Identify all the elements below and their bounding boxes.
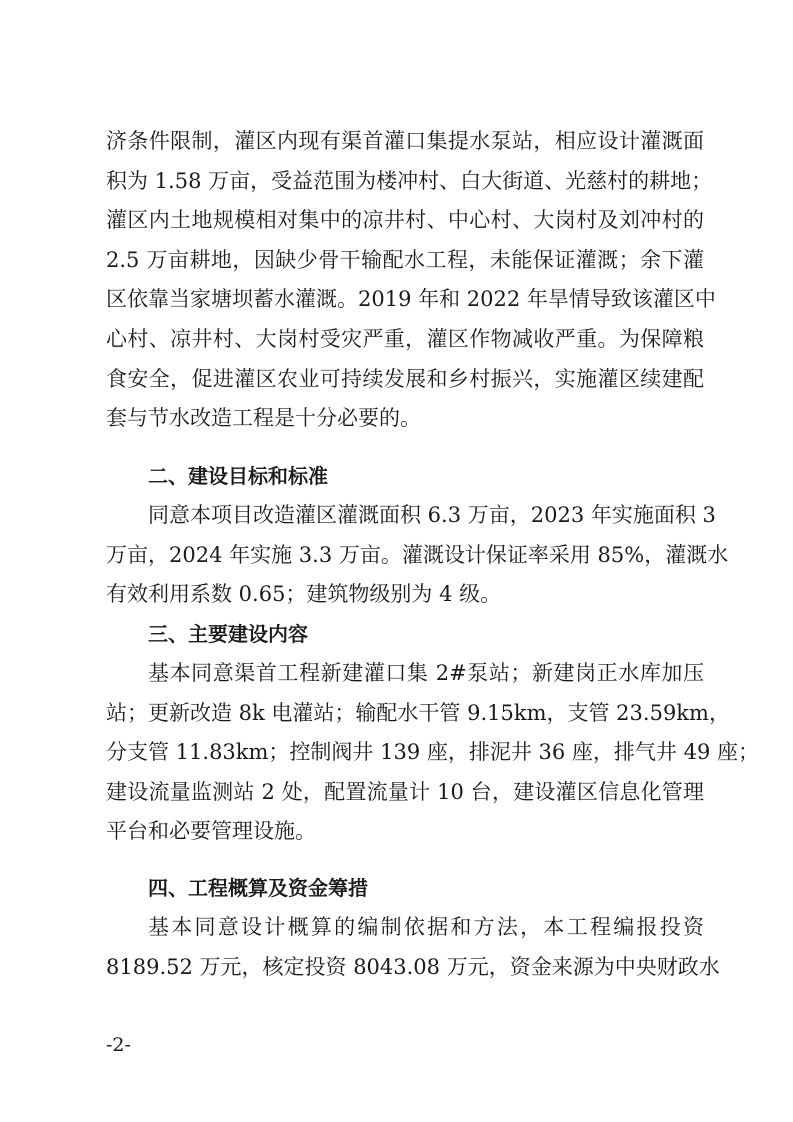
text-line: 万亩，2024 年实施 3.3 万亩。灌溉设计保证率采用 85%，灌溉水: [106, 542, 729, 567]
paragraph-goals: [106, 496, 729, 615]
paragraph-budget: [106, 908, 720, 987]
text-line: 站；更新改造 8k 电灌站；输配水干管 9.15km，支管 23.59km，: [106, 700, 730, 725]
paragraph-content: [106, 654, 760, 852]
page-number: -2-: [106, 1034, 131, 1056]
text-line: 积为 1.58 万亩，受益范围为楼冲村、白大街道、光慈村的耕地；: [106, 168, 713, 193]
text-line: 基本同意设计概算的编制依据和方法，本工程编报投资: [148, 915, 704, 939]
text-line: 建设流量监测站 2 处，配置流量计 10 台，建设灌区信息化管理: [106, 779, 704, 804]
section-heading-goals: 二、建设目标和标准: [148, 464, 328, 488]
text-line: 灌区内土地规模相对集中的凉井村、中心村、大岗村及刘冲村的: [106, 208, 704, 233]
text-line: 区依靠当家塘坝蓄水灌溉。2019 年和 2022 年旱情导致该灌区中: [106, 287, 716, 312]
paragraph-background: [106, 122, 716, 439]
text-line: 基本同意渠首工程新建灌口集 2#泵站；新建岗正水库加压: [148, 661, 704, 685]
text-line: 套与节水改造工程是十分必要的。: [106, 406, 421, 431]
text-line: 平台和必要管理设施。: [106, 819, 316, 844]
text-line: 有效利用系数 0.65；建筑物级别为 4 级。: [106, 582, 502, 607]
section-heading-content: 三、主要建设内容: [148, 622, 308, 646]
text-line: 分支管 11.83km；控制阀井 139 座，排泥井 36 座，排气井 49 座；: [106, 740, 760, 765]
text-line: 8189.52 万元，核定投资 8043.08 万元，资金来源为中央财政水: [106, 954, 720, 979]
text-line: 心村、凉井村、大岗村受灾严重，灌区作物减收严重。为保障粮: [106, 326, 704, 351]
text-line: 食安全，促进灌区农业可持续发展和乡村振兴，实施灌区续建配: [106, 366, 704, 391]
text-line: 2.5 万亩耕地，因缺少骨干输配水工程，未能保证灌溉；余下灌: [106, 247, 704, 272]
text-line: 同意本项目改造灌区灌溉面积 6.3 万亩，2023 年实施面积 3: [148, 503, 716, 527]
text-line: 济条件限制，灌区内现有渠首灌口集提水泵站，相应设计灌溉面: [106, 129, 704, 153]
section-heading-budget: 四、工程概算及资金筹措: [148, 876, 368, 900]
